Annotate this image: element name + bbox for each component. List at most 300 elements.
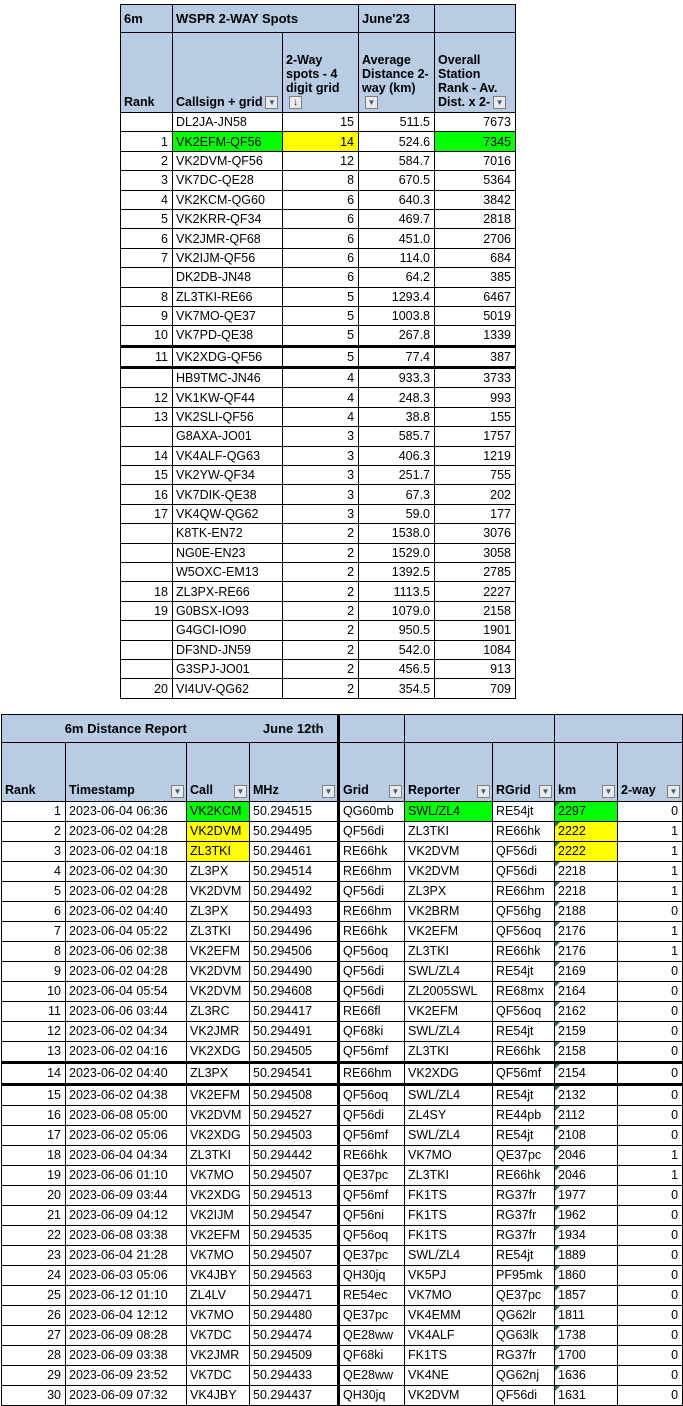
mhz-cell: 50.294437: [250, 1385, 339, 1405]
km-cell: 1700: [555, 1345, 618, 1365]
table-row: [2, 1205, 683, 1225]
spots-cell: 8: [283, 171, 359, 190]
reporter-cell: ZL3TKI: [405, 941, 493, 961]
rank-cell: [121, 268, 173, 287]
rank-cell: 5: [121, 209, 173, 228]
table-row: [121, 407, 516, 426]
filter-dropdown-icon[interactable]: ▼: [667, 785, 680, 798]
grid-cell: RE66fl: [339, 1001, 405, 1021]
table-row: [121, 306, 516, 325]
rank-cell: 29: [2, 1365, 66, 1385]
call-cell: VK7DC: [187, 1325, 250, 1345]
table-row: [121, 326, 516, 346]
overall-rank-cell: 155: [435, 407, 516, 426]
call-cell: VK2EFM: [187, 1225, 250, 1245]
table-row: [121, 543, 516, 562]
filter-dropdown-icon[interactable]: ▼: [389, 785, 402, 798]
column-header-rank: [2, 742, 66, 801]
table-row: [121, 659, 516, 678]
spots-cell: 15: [283, 113, 359, 132]
grid-cell: QE37pc: [339, 1305, 405, 1325]
mhz-cell: 50.294491: [250, 1021, 339, 1041]
call-cell: VK7MO: [187, 1305, 250, 1325]
overall-rank-cell: 202: [435, 485, 516, 504]
rank-cell: 2: [2, 821, 66, 841]
timestamp-cell: 2023-06-02 04:28: [66, 961, 187, 981]
rgrid-cell: RE66hm: [493, 881, 555, 901]
filter-dropdown-icon[interactable]: ▼: [477, 785, 490, 798]
top-table-month-label: June'23: [359, 5, 435, 33]
km-cell: 1636: [555, 1365, 618, 1385]
timestamp-cell: 2023-06-04 05:22: [66, 921, 187, 941]
reporter-cell: VK2DVM: [405, 841, 493, 861]
filter-dropdown-icon[interactable]: ▼: [365, 96, 378, 109]
callsign-cell: VK4QW-QG62: [173, 504, 283, 523]
call-cell: VK2XDG: [187, 1041, 250, 1062]
band-label: 6m: [121, 5, 173, 33]
table-row: [2, 981, 683, 1001]
2way-cell: 0: [618, 1305, 683, 1325]
2way-cell: 0: [618, 1205, 683, 1225]
rank-cell: [121, 621, 173, 640]
km-cell: 1977: [555, 1185, 618, 1205]
2way-cell: 0: [618, 1084, 683, 1105]
rgrid-cell: RE54jt: [493, 1021, 555, 1041]
km-cell: 1860: [555, 1265, 618, 1285]
overall-rank-cell: 3842: [435, 190, 516, 209]
grid-cell: RE66hm: [339, 1062, 405, 1084]
filter-dropdown-icon[interactable]: ▼: [265, 96, 278, 109]
sort-descending-filter-icon[interactable]: ↓: [289, 96, 302, 109]
callsign-cell: K8TK-EN72: [173, 524, 283, 543]
rank-cell: 28: [2, 1345, 66, 1365]
km-cell: 2188: [555, 901, 618, 921]
rank-cell: 26: [2, 1305, 66, 1325]
km-cell: 1811: [555, 1305, 618, 1325]
timestamp-cell: 2023-06-02 04:40: [66, 901, 187, 921]
spots-cell: 6: [283, 190, 359, 209]
rgrid-cell: QG63lk: [493, 1325, 555, 1345]
2way-cell: 0: [618, 961, 683, 981]
mhz-cell: 50.294505: [250, 1041, 339, 1062]
filter-dropdown-icon[interactable]: ▼: [602, 785, 615, 798]
table-row: [121, 388, 516, 407]
grid-cell: RE66hk: [339, 1145, 405, 1165]
rank-cell: 9: [121, 306, 173, 325]
mhz-cell: 50.294513: [250, 1185, 339, 1205]
rank-cell: 8: [121, 287, 173, 306]
reporter-cell: ZL3TKI: [405, 821, 493, 841]
km-cell: 1962: [555, 1205, 618, 1225]
table-row: [2, 1001, 683, 1021]
rgrid-cell: QF56hg: [493, 901, 555, 921]
mhz-cell: 50.294506: [250, 941, 339, 961]
2way-cell: 0: [618, 1285, 683, 1305]
column-header-callsign: [173, 33, 283, 113]
callsign-cell: HB9TMC-JN46: [173, 368, 283, 388]
call-cell: VK2XDG: [187, 1185, 250, 1205]
column-header-label: Average Distance 2-way (km): [362, 53, 429, 95]
reporter-cell: VK7MO: [405, 1285, 493, 1305]
top-table-header-row: [121, 33, 516, 113]
call-cell: VK2DVM: [187, 881, 250, 901]
avg-distance-cell: 248.3: [359, 388, 435, 407]
avg-distance-cell: 542.0: [359, 640, 435, 659]
reporter-cell: VK2BRM: [405, 901, 493, 921]
spots-cell: 2: [283, 621, 359, 640]
rank-cell: 5: [2, 881, 66, 901]
2way-cell: 1: [618, 861, 683, 881]
table-row: [121, 679, 516, 698]
rgrid-cell: PF95mk: [493, 1265, 555, 1285]
mhz-cell: 50.294474: [250, 1325, 339, 1345]
column-header-label: km: [558, 782, 577, 797]
grid-cell: QF56mf: [339, 1041, 405, 1062]
overall-rank-cell: 5019: [435, 306, 516, 325]
rank-cell: [121, 113, 173, 132]
timestamp-cell: 2023-06-02 04:38: [66, 1084, 187, 1105]
avg-distance-cell: 1003.8: [359, 306, 435, 325]
column-header-label: Rank: [124, 95, 155, 109]
reporter-cell: VK7MO: [405, 1145, 493, 1165]
grid-cell: QF56mf: [339, 1125, 405, 1145]
overall-rank-cell: 2227: [435, 582, 516, 601]
rank-cell: [121, 659, 173, 678]
km-cell: 1631: [555, 1385, 618, 1405]
reporter-cell: SWL/ZL4: [405, 1125, 493, 1145]
2way-cell: 0: [618, 1062, 683, 1084]
avg-distance-cell: 38.8: [359, 407, 435, 426]
overall-rank-cell: 6467: [435, 287, 516, 306]
spots-cell: 5: [283, 306, 359, 325]
timestamp-cell: 2023-06-08 03:38: [66, 1225, 187, 1245]
callsign-cell: ZL3TKI-RE66: [173, 287, 283, 306]
timestamp-cell: 2023-06-12 01:10: [66, 1285, 187, 1305]
filter-dropdown-icon[interactable]: ▼: [171, 785, 184, 798]
filter-dropdown-icon[interactable]: ▼: [322, 785, 335, 798]
km-cell: 2162: [555, 1001, 618, 1021]
overall-rank-cell: 1219: [435, 446, 516, 465]
call-cell: VK7MO: [187, 1165, 250, 1185]
rank-cell: 11: [121, 346, 173, 367]
km-cell: 2154: [555, 1062, 618, 1084]
mhz-cell: 50.294503: [250, 1125, 339, 1145]
avg-distance-cell: 1113.5: [359, 582, 435, 601]
call-cell: VK2JMR: [187, 1021, 250, 1041]
call-cell: VK2DVM: [187, 981, 250, 1001]
spots-cell: 3: [283, 427, 359, 446]
timestamp-cell: 2023-06-02 04:18: [66, 841, 187, 861]
table-row: [121, 151, 516, 170]
table-row: [121, 190, 516, 209]
overall-rank-cell: 7016: [435, 151, 516, 170]
rgrid-cell: RE66hk: [493, 941, 555, 961]
timestamp-cell: 2023-06-09 08:28: [66, 1325, 187, 1345]
2way-cell: 0: [618, 1245, 683, 1265]
rank-cell: 13: [2, 1041, 66, 1062]
table-row: [121, 427, 516, 446]
reporter-cell: VK4EMM: [405, 1305, 493, 1325]
call-cell: VK2EFM: [187, 941, 250, 961]
timestamp-cell: 2023-06-09 04:12: [66, 1205, 187, 1225]
avg-distance-cell: 1538.0: [359, 524, 435, 543]
grid-cell: QE37pc: [339, 1165, 405, 1185]
callsign-cell: VK2JMR-QF68: [173, 229, 283, 248]
reporter-cell: SWL/ZL4: [405, 1084, 493, 1105]
column-header-label: Timestamp: [69, 782, 135, 797]
km-cell: 2176: [555, 921, 618, 941]
table-row: [2, 821, 683, 841]
spots-cell: 2: [283, 640, 359, 659]
rank-cell: 19: [121, 601, 173, 620]
rgrid-cell: RE66hk: [493, 1041, 555, 1062]
callsign-cell: DL2JA-JN58: [173, 113, 283, 132]
callsign-cell: DF3ND-JN59: [173, 640, 283, 659]
column-header-grid: [339, 742, 405, 801]
rank-cell: 14: [2, 1062, 66, 1084]
callsign-cell: VK7MO-QE37: [173, 306, 283, 325]
column-header-label: Call: [190, 782, 213, 797]
2way-cell: 0: [618, 1185, 683, 1205]
spots-cell: 5: [283, 326, 359, 346]
spots-cell: 6: [283, 248, 359, 267]
avg-distance-cell: 267.8: [359, 326, 435, 346]
table-row: [2, 1021, 683, 1041]
table-row: [2, 941, 683, 961]
call-cell: ZL3PX: [187, 1062, 250, 1084]
grid-cell: QF56di: [339, 1105, 405, 1125]
column-header-label: 2-way: [621, 782, 656, 797]
2way-cell: 0: [618, 1105, 683, 1125]
table-row: [121, 229, 516, 248]
callsign-cell: VK2XDG-QF56: [173, 346, 283, 367]
table-row: [2, 1305, 683, 1325]
column-header-label: RGrid: [496, 782, 531, 797]
call-cell: VK2XDG: [187, 1125, 250, 1145]
table-row: [2, 1365, 683, 1385]
rank-cell: 4: [2, 861, 66, 881]
overall-rank-cell: 385: [435, 268, 516, 287]
table-row: [121, 621, 516, 640]
overall-rank-cell: 5364: [435, 171, 516, 190]
column-header-avg-distance: [359, 33, 435, 113]
timestamp-cell: 2023-06-09 23:52: [66, 1365, 187, 1385]
rank-cell: [121, 524, 173, 543]
timestamp-cell: 2023-06-09 03:44: [66, 1185, 187, 1205]
overall-rank-cell: 3076: [435, 524, 516, 543]
avg-distance-cell: 1392.5: [359, 562, 435, 581]
timestamp-cell: 2023-06-02 04:16: [66, 1041, 187, 1062]
avg-distance-cell: 950.5: [359, 621, 435, 640]
overall-rank-cell: 913: [435, 659, 516, 678]
rgrid-cell: QF56oq: [493, 1001, 555, 1021]
callsign-cell: VK7DC-QE28: [173, 171, 283, 190]
grid-cell: QF56oq: [339, 1225, 405, 1245]
rank-cell: 10: [2, 981, 66, 1001]
2way-cell: 1: [618, 1145, 683, 1165]
rgrid-cell: QF56oq: [493, 921, 555, 941]
table-row: [2, 921, 683, 941]
column-header-spots: [283, 33, 359, 113]
reporter-cell: FK1TS: [405, 1185, 493, 1205]
rank-cell: 10: [121, 326, 173, 346]
table-row: [2, 901, 683, 921]
grid-cell: QE28ww: [339, 1325, 405, 1345]
rank-cell: 16: [2, 1105, 66, 1125]
callsign-cell: VK2IJM-QF56: [173, 248, 283, 267]
callsign-cell: G0BSX-IO93: [173, 601, 283, 620]
rgrid-cell: QG62nj: [493, 1365, 555, 1385]
rank-cell: 16: [121, 485, 173, 504]
overall-rank-cell: 2785: [435, 562, 516, 581]
rank-cell: 2: [121, 151, 173, 170]
spots-cell: 2: [283, 659, 359, 678]
rgrid-cell: RG37fr: [493, 1345, 555, 1365]
filter-dropdown-icon[interactable]: ▼: [539, 785, 552, 798]
table-row: [2, 1245, 683, 1265]
spots-cell: 6: [283, 268, 359, 287]
bottom-table-title-spacer: [405, 714, 555, 742]
grid-cell: QE37pc: [339, 1245, 405, 1265]
column-header-call: [187, 742, 250, 801]
grid-cell: QE28ww: [339, 1365, 405, 1385]
table-row: [2, 1062, 683, 1084]
spots-cell: 14: [283, 132, 359, 151]
2way-cell: 1: [618, 881, 683, 901]
callsign-cell: VK2YW-QF34: [173, 466, 283, 485]
timestamp-cell: 2023-06-04 21:28: [66, 1245, 187, 1265]
call-cell: ZL3TKI: [187, 921, 250, 941]
mhz-cell: 50.294527: [250, 1105, 339, 1125]
grid-cell: QF68ki: [339, 1345, 405, 1365]
table-row: [121, 368, 516, 388]
rank-cell: 20: [121, 679, 173, 698]
table-row: [121, 113, 516, 132]
overall-rank-cell: 684: [435, 248, 516, 267]
rgrid-cell: QF56di: [493, 1385, 555, 1405]
call-cell: VK2KCM: [187, 801, 250, 821]
rank-cell: 30: [2, 1385, 66, 1405]
top-table-title-row: [121, 5, 516, 33]
timestamp-cell: 2023-06-02 04:28: [66, 821, 187, 841]
overall-rank-cell: 7345: [435, 132, 516, 151]
spots-cell: 2: [283, 524, 359, 543]
timestamp-cell: 2023-06-04 12:12: [66, 1305, 187, 1325]
avg-distance-cell: 584.7: [359, 151, 435, 170]
rgrid-cell: RE66hk: [493, 1165, 555, 1185]
callsign-cell: VK2EFM-QF56: [173, 132, 283, 151]
column-header-label: Overall Station Rank - Av. Dist. x 2-: [438, 53, 498, 109]
overall-rank-cell: 1901: [435, 621, 516, 640]
timestamp-cell: 2023-06-04 06:36: [66, 801, 187, 821]
km-cell: 2132: [555, 1084, 618, 1105]
rgrid-cell: RE54jt: [493, 961, 555, 981]
2way-cell: 0: [618, 1325, 683, 1345]
reporter-cell: ZL3TKI: [405, 1041, 493, 1062]
rgrid-cell: RE44pb: [493, 1105, 555, 1125]
rank-cell: 4: [121, 190, 173, 209]
overall-rank-cell: 3733: [435, 368, 516, 388]
mhz-cell: 50.294417: [250, 1001, 339, 1021]
column-header-label: Grid: [343, 782, 369, 797]
column-header-reporter: [405, 742, 493, 801]
table-row: [2, 1385, 683, 1405]
rank-cell: [121, 543, 173, 562]
grid-cell: QF68ki: [339, 1021, 405, 1041]
call-cell: VK7MO: [187, 1245, 250, 1265]
rgrid-cell: QE37pc: [493, 1285, 555, 1305]
grid-cell: QF56mf: [339, 1185, 405, 1205]
rgrid-cell: RE54jt: [493, 1125, 555, 1145]
spots-cell: 2: [283, 543, 359, 562]
avg-distance-cell: 67.3: [359, 485, 435, 504]
timestamp-cell: 2023-06-09 07:32: [66, 1385, 187, 1405]
reporter-cell: VK4ALF: [405, 1325, 493, 1345]
filter-dropdown-icon[interactable]: ▼: [493, 96, 506, 109]
rank-cell: 7: [121, 248, 173, 267]
rank-cell: [121, 368, 173, 388]
reporter-cell: SWL/ZL4: [405, 1245, 493, 1265]
table-row: [121, 287, 516, 306]
table-row: [121, 466, 516, 485]
table-row: [121, 640, 516, 659]
overall-rank-cell: 2706: [435, 229, 516, 248]
mhz-cell: 50.294608: [250, 981, 339, 1001]
avg-distance-cell: 354.5: [359, 679, 435, 698]
spots-cell: 2: [283, 582, 359, 601]
spots-cell: 4: [283, 407, 359, 426]
table-row: [121, 485, 516, 504]
callsign-cell: VK7DIK-QE38: [173, 485, 283, 504]
rank-cell: 17: [2, 1125, 66, 1145]
rank-cell: [121, 562, 173, 581]
grid-cell: RE66hk: [339, 921, 405, 941]
mhz-cell: 50.294507: [250, 1245, 339, 1265]
bottom-table-title-row: [2, 714, 683, 742]
call-cell: VK2IJM: [187, 1205, 250, 1225]
table-row: [121, 132, 516, 151]
rank-cell: 22: [2, 1225, 66, 1245]
spots-cell: 3: [283, 446, 359, 465]
2way-cell: 0: [618, 1365, 683, 1385]
2way-cell: 0: [618, 1001, 683, 1021]
spots-cell: 5: [283, 287, 359, 306]
timestamp-cell: 2023-06-06 01:10: [66, 1165, 187, 1185]
rank-cell: 3: [121, 171, 173, 190]
filter-dropdown-icon[interactable]: ▼: [234, 785, 247, 798]
2way-cell: 0: [618, 1225, 683, 1245]
mhz-cell: 50.294507: [250, 1165, 339, 1185]
call-cell: ZL3PX: [187, 901, 250, 921]
bottom-table-title-spacer: [339, 714, 405, 742]
2way-cell: 0: [618, 1345, 683, 1365]
rank-cell: 8: [2, 941, 66, 961]
rank-cell: 15: [121, 466, 173, 485]
distance-report-table: [1, 714, 683, 1406]
rank-cell: 27: [2, 1325, 66, 1345]
spots-cell: 12: [283, 151, 359, 170]
km-cell: 2222: [555, 821, 618, 841]
callsign-cell: W5OXC-EM13: [173, 562, 283, 581]
rank-cell: 21: [2, 1205, 66, 1225]
overall-rank-cell: 2158: [435, 601, 516, 620]
reporter-cell: ZL4SY: [405, 1105, 493, 1125]
km-cell: 2046: [555, 1145, 618, 1165]
call-cell: VK2DVM: [187, 961, 250, 981]
callsign-cell: DK2DB-JN48: [173, 268, 283, 287]
timestamp-cell: 2023-06-02 04:28: [66, 881, 187, 901]
rgrid-cell: QF56mf: [493, 1062, 555, 1084]
